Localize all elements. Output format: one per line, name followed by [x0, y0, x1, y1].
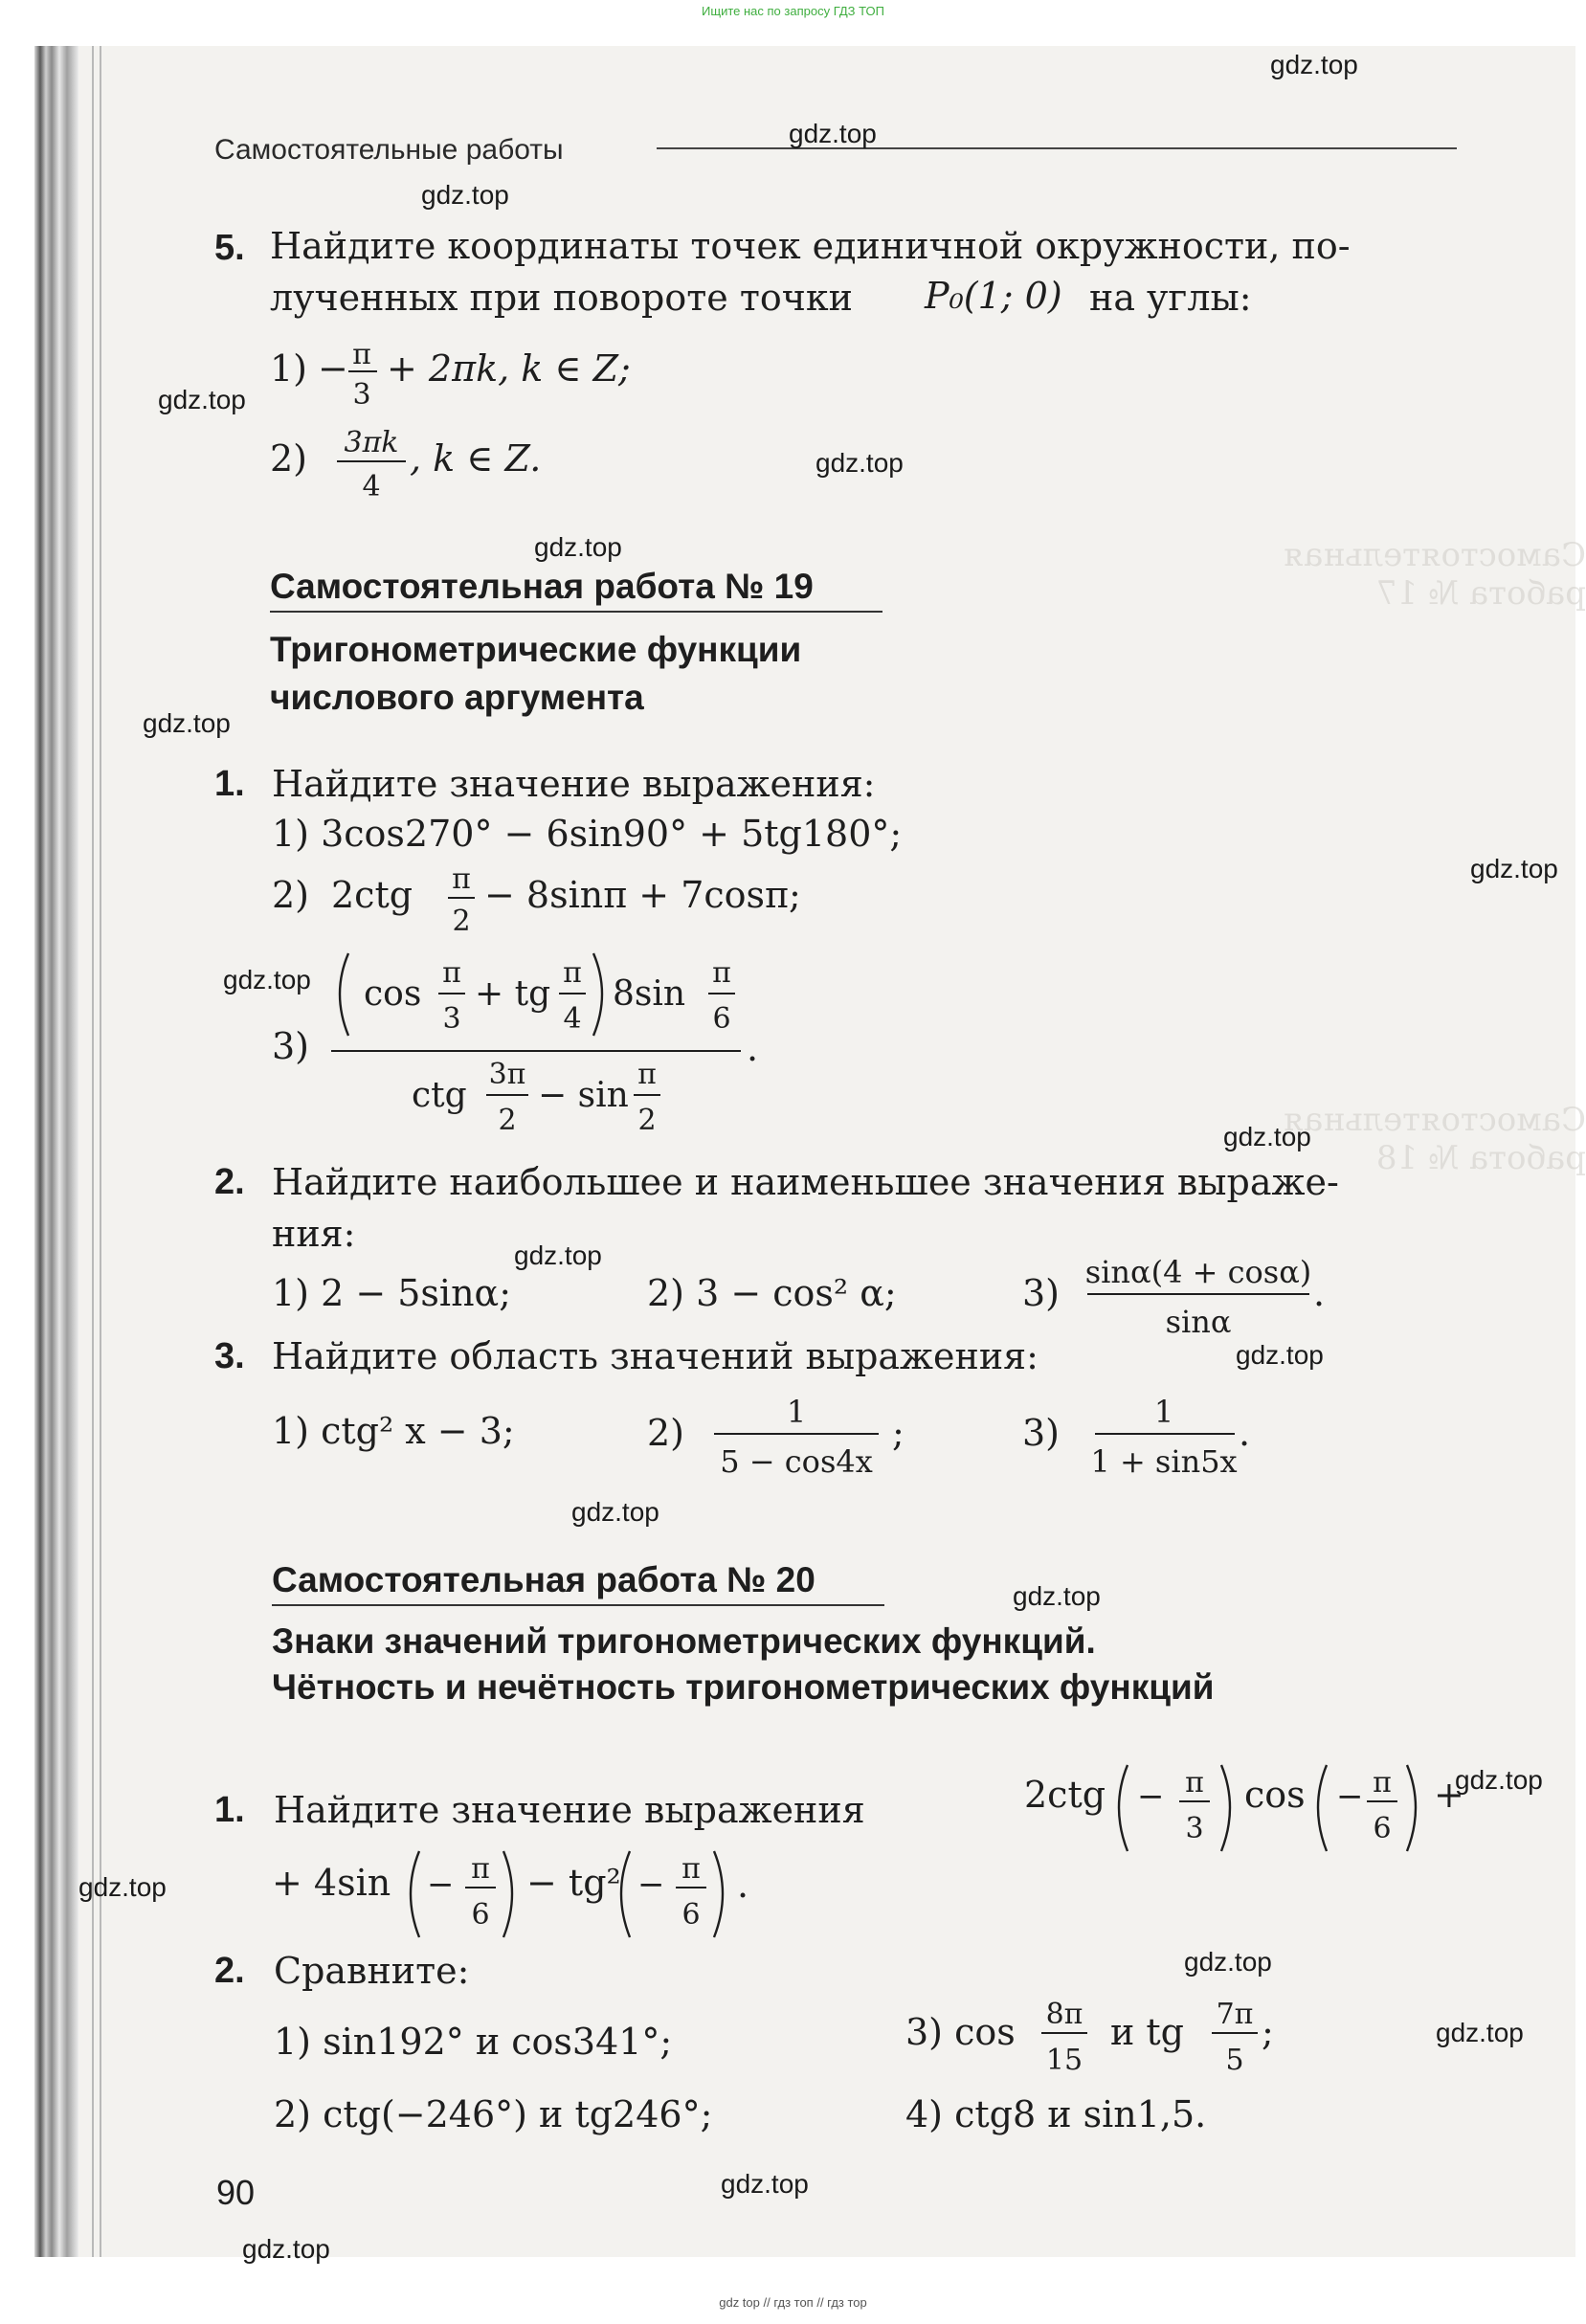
fraction-denominator: sinα	[1165, 1304, 1232, 1340]
task-text: на углы:	[1089, 277, 1252, 319]
minus-sign: −	[427, 1866, 455, 1904]
formula-19-1-1: 1) 3cos270° − 6sin90° + 5tg180°;	[272, 813, 903, 855]
item-label: 2)	[270, 437, 308, 480]
item-label: 1)	[270, 347, 308, 390]
formula-part: +	[1434, 1774, 1464, 1816]
formula-part: и tg	[1110, 2011, 1185, 2053]
fraction-numerator: 3π	[488, 1058, 526, 1091]
formula-19-3-3	[1022, 1382, 1300, 1487]
fraction-numerator: π	[1373, 1766, 1392, 1799]
section-title-rule	[270, 611, 882, 613]
task-text: Найдите область значений выражения:	[272, 1335, 1039, 1377]
bracket-left	[621, 1851, 630, 1937]
minus-sign: −	[637, 1866, 665, 1904]
section-subtitle: Тригонометрические функции	[270, 630, 802, 669]
fraction-numerator: π	[637, 1058, 657, 1091]
bracket-left	[1119, 1765, 1128, 1851]
fraction-denominator: 2	[498, 1104, 517, 1137]
item-label: 3)	[1022, 1412, 1061, 1454]
formula-19-2-3	[1022, 1244, 1405, 1350]
formula-part: − tg²	[526, 1862, 621, 1904]
bracket-left	[340, 953, 348, 1036]
formula-part: ctg	[412, 1076, 467, 1115]
fraction-numerator: 7π	[1216, 1998, 1254, 2031]
formula-5-1	[270, 335, 710, 421]
section-subtitle: числового аргумента	[270, 678, 644, 717]
fraction-numerator: π	[471, 1852, 490, 1886]
fraction-denominator: 1 + sin5x	[1090, 1443, 1238, 1480]
running-head-rule	[657, 147, 1457, 149]
bleed-through: Самостоятельная работа № 17	[1283, 536, 1586, 613]
fraction-denominator: 5	[1225, 2044, 1244, 2077]
task-text: Сравните:	[274, 1950, 470, 1992]
fraction-denominator: 3	[1185, 1812, 1204, 1845]
fraction-numerator: 1	[786, 1394, 807, 1430]
fraction-numerator: π	[352, 338, 371, 371]
fraction-numerator: sinα(4 + cosα)	[1084, 1254, 1312, 1290]
formula-part: .	[747, 1027, 759, 1069]
fraction-denominator: 6	[681, 1898, 701, 1932]
fraction-numerator: 3πk	[344, 426, 399, 459]
fraction-denominator: 3	[352, 378, 371, 412]
formula-20-2-3	[905, 1991, 1307, 2096]
formula-tail: + 2πk, k ∈ Z;	[387, 347, 631, 390]
fraction-denominator: 2	[452, 905, 471, 938]
page-edge-line	[100, 46, 101, 2257]
watermark[interactable]: gdz.top	[1013, 1581, 1101, 1611]
minus-sign: −	[1137, 1777, 1165, 1816]
watermark[interactable]: gdz.top	[223, 965, 311, 994]
item-label: 3)	[272, 1025, 310, 1067]
site-banner-top[interactable]: Ищите нас по запросу ГДЗ ТОП	[702, 4, 884, 18]
watermark[interactable]: gdz.top	[421, 180, 509, 210]
bracket-right	[1221, 1765, 1230, 1851]
task-text: лученных при повороте точки	[270, 277, 853, 319]
task-text: Найдите наибольшее и наименьшее значения выраже-	[272, 1161, 1339, 1203]
section-title: Самостоятельная работа № 19	[270, 567, 814, 606]
watermark[interactable]: gdz.top	[571, 1497, 659, 1527]
section-title-rule	[272, 1604, 884, 1606]
item-label: 2)	[272, 874, 310, 916]
fraction-denominator: 6	[471, 1898, 490, 1932]
fraction-denominator: 5 − cos4x	[720, 1443, 873, 1480]
formula-part: cos	[1244, 1774, 1306, 1816]
formula-part: − sin	[538, 1076, 629, 1115]
book-spine-shadow	[34, 46, 78, 2257]
bracket-right	[503, 1851, 512, 1937]
formula-part: − 8sinπ + 7cosπ;	[484, 874, 801, 916]
formula-19-3-1: 1) ctg² x − 3;	[272, 1410, 515, 1452]
section-title: Самостоятельная работа № 20	[272, 1560, 815, 1599]
watermark[interactable]: gdz.top	[78, 1872, 167, 1902]
fraction-numerator: π	[1185, 1766, 1204, 1799]
formula-part: + 4sin	[272, 1862, 391, 1904]
watermark[interactable]: gdz.top	[721, 2169, 809, 2199]
formula-19-2-1: 1) 2 − 5sinα;	[272, 1272, 512, 1314]
watermark[interactable]: gdz.top	[143, 708, 231, 738]
fraction-denominator: 3	[442, 1002, 461, 1036]
formula-part: 8sin	[613, 974, 686, 1014]
bracket-right	[714, 1851, 723, 1937]
formula-tail: , k ∈ Z.	[410, 437, 542, 480]
formula-part: + tg	[475, 974, 551, 1014]
fraction-numerator: π	[442, 956, 461, 990]
fraction-numerator: 1	[1153, 1394, 1174, 1430]
item-label: 2)	[647, 1412, 685, 1454]
fraction-denominator: 4	[362, 470, 381, 503]
task-text: Найдите значение выражения:	[272, 763, 876, 805]
formula-20-1-line2	[272, 1842, 808, 1947]
watermark[interactable]: gdz.top	[242, 2234, 330, 2264]
formula-part: ;	[892, 1412, 905, 1454]
point-label: P₀(1; 0)	[925, 275, 1062, 317]
bracket-left	[1318, 1765, 1327, 1851]
formula-part: 3) cos	[905, 2011, 1016, 2053]
bracket-right	[1407, 1765, 1416, 1851]
section-subtitle: Знаки значений тригонометрических функций.	[272, 1621, 1096, 1661]
fraction-numerator: 8π	[1045, 1998, 1083, 2031]
fraction-numerator: π	[452, 862, 471, 896]
formula-part: ;	[1262, 2011, 1274, 2053]
watermark[interactable]: gdz.top	[1236, 1340, 1324, 1370]
formula-20-2-1: 1) sin192° и cos341°;	[274, 2021, 673, 2063]
watermark[interactable]: gdz.top	[1223, 1122, 1311, 1151]
formula-5-2	[270, 423, 710, 519]
fraction-denominator: 4	[563, 1002, 582, 1036]
site-banner-bottom[interactable]: gdz top // гдз топ // гдз тор	[719, 2295, 867, 2310]
formula-20-2-2: 2) ctg(−246°) и tg246°;	[274, 2093, 713, 2135]
watermark[interactable]: gdz.top	[158, 385, 246, 414]
watermark[interactable]: gdz.top	[1184, 1947, 1272, 1977]
task-number: 3.	[214, 1336, 245, 1376]
fraction-denominator: 15	[1045, 2044, 1083, 2077]
watermark[interactable]: gdz.top	[815, 448, 904, 478]
item-label: 3)	[1022, 1272, 1061, 1314]
task-number: 1.	[214, 764, 245, 804]
task-number: 5.	[214, 228, 245, 268]
task-text: Найдите значение выражения	[274, 1789, 865, 1831]
formula-20-1-line1	[1024, 1759, 1484, 1865]
running-head: Самостоятельные работы	[214, 134, 564, 166]
bracket-left	[411, 1851, 419, 1937]
page-edge-line	[92, 46, 94, 2257]
formula-part: .	[1239, 1412, 1251, 1454]
watermark[interactable]: gdz.top	[1455, 1765, 1543, 1795]
task-number: 2.	[214, 1951, 245, 1991]
fraction-denominator: 6	[712, 1002, 731, 1036]
formula-part: 2ctg	[1024, 1774, 1106, 1816]
fraction-numerator: π	[563, 956, 582, 990]
task-number: 1.	[214, 1790, 245, 1830]
page-number: 90	[216, 2173, 256, 2212]
formula-19-3-2	[647, 1382, 925, 1487]
fraction-numerator: π	[681, 1852, 701, 1886]
watermark[interactable]: gdz.top	[1436, 2018, 1524, 2047]
minus-sign: −	[318, 347, 348, 390]
section-subtitle: Чётность и нечётность тригонометрических функций	[272, 1667, 1215, 1707]
fraction-denominator: 6	[1373, 1812, 1392, 1845]
task-text: ния:	[272, 1213, 356, 1255]
formula-part: .	[737, 1864, 749, 1906]
formula-part: 2ctg	[331, 874, 413, 916]
minus-sign: −	[1336, 1777, 1364, 1816]
fraction-denominator: 2	[637, 1104, 657, 1137]
formula-19-2-2: 2) 3 − cos² α;	[647, 1272, 897, 1314]
watermark[interactable]: gdz.top	[534, 532, 622, 562]
task-text: Найдите координаты точек единичной окружности, по-	[270, 225, 1351, 267]
bracket-right	[593, 953, 602, 1036]
formula-part: cos	[364, 974, 422, 1014]
bleed-through: Самостоятельная работа № 18	[1283, 1101, 1586, 1177]
fraction-numerator: π	[712, 956, 731, 990]
task-number: 2.	[214, 1162, 245, 1202]
formula-part: .	[1313, 1272, 1326, 1314]
formula-19-1-2	[272, 858, 865, 953]
watermark[interactable]: gdz.top	[789, 119, 877, 148]
watermark[interactable]: gdz.top	[1470, 854, 1558, 883]
watermark[interactable]: gdz.top	[1270, 50, 1358, 79]
formula-20-2-4: 4) ctg8 и sin1,5.	[905, 2093, 1207, 2135]
formula-19-1-3	[272, 948, 808, 1149]
watermark[interactable]: gdz.top	[514, 1240, 602, 1270]
